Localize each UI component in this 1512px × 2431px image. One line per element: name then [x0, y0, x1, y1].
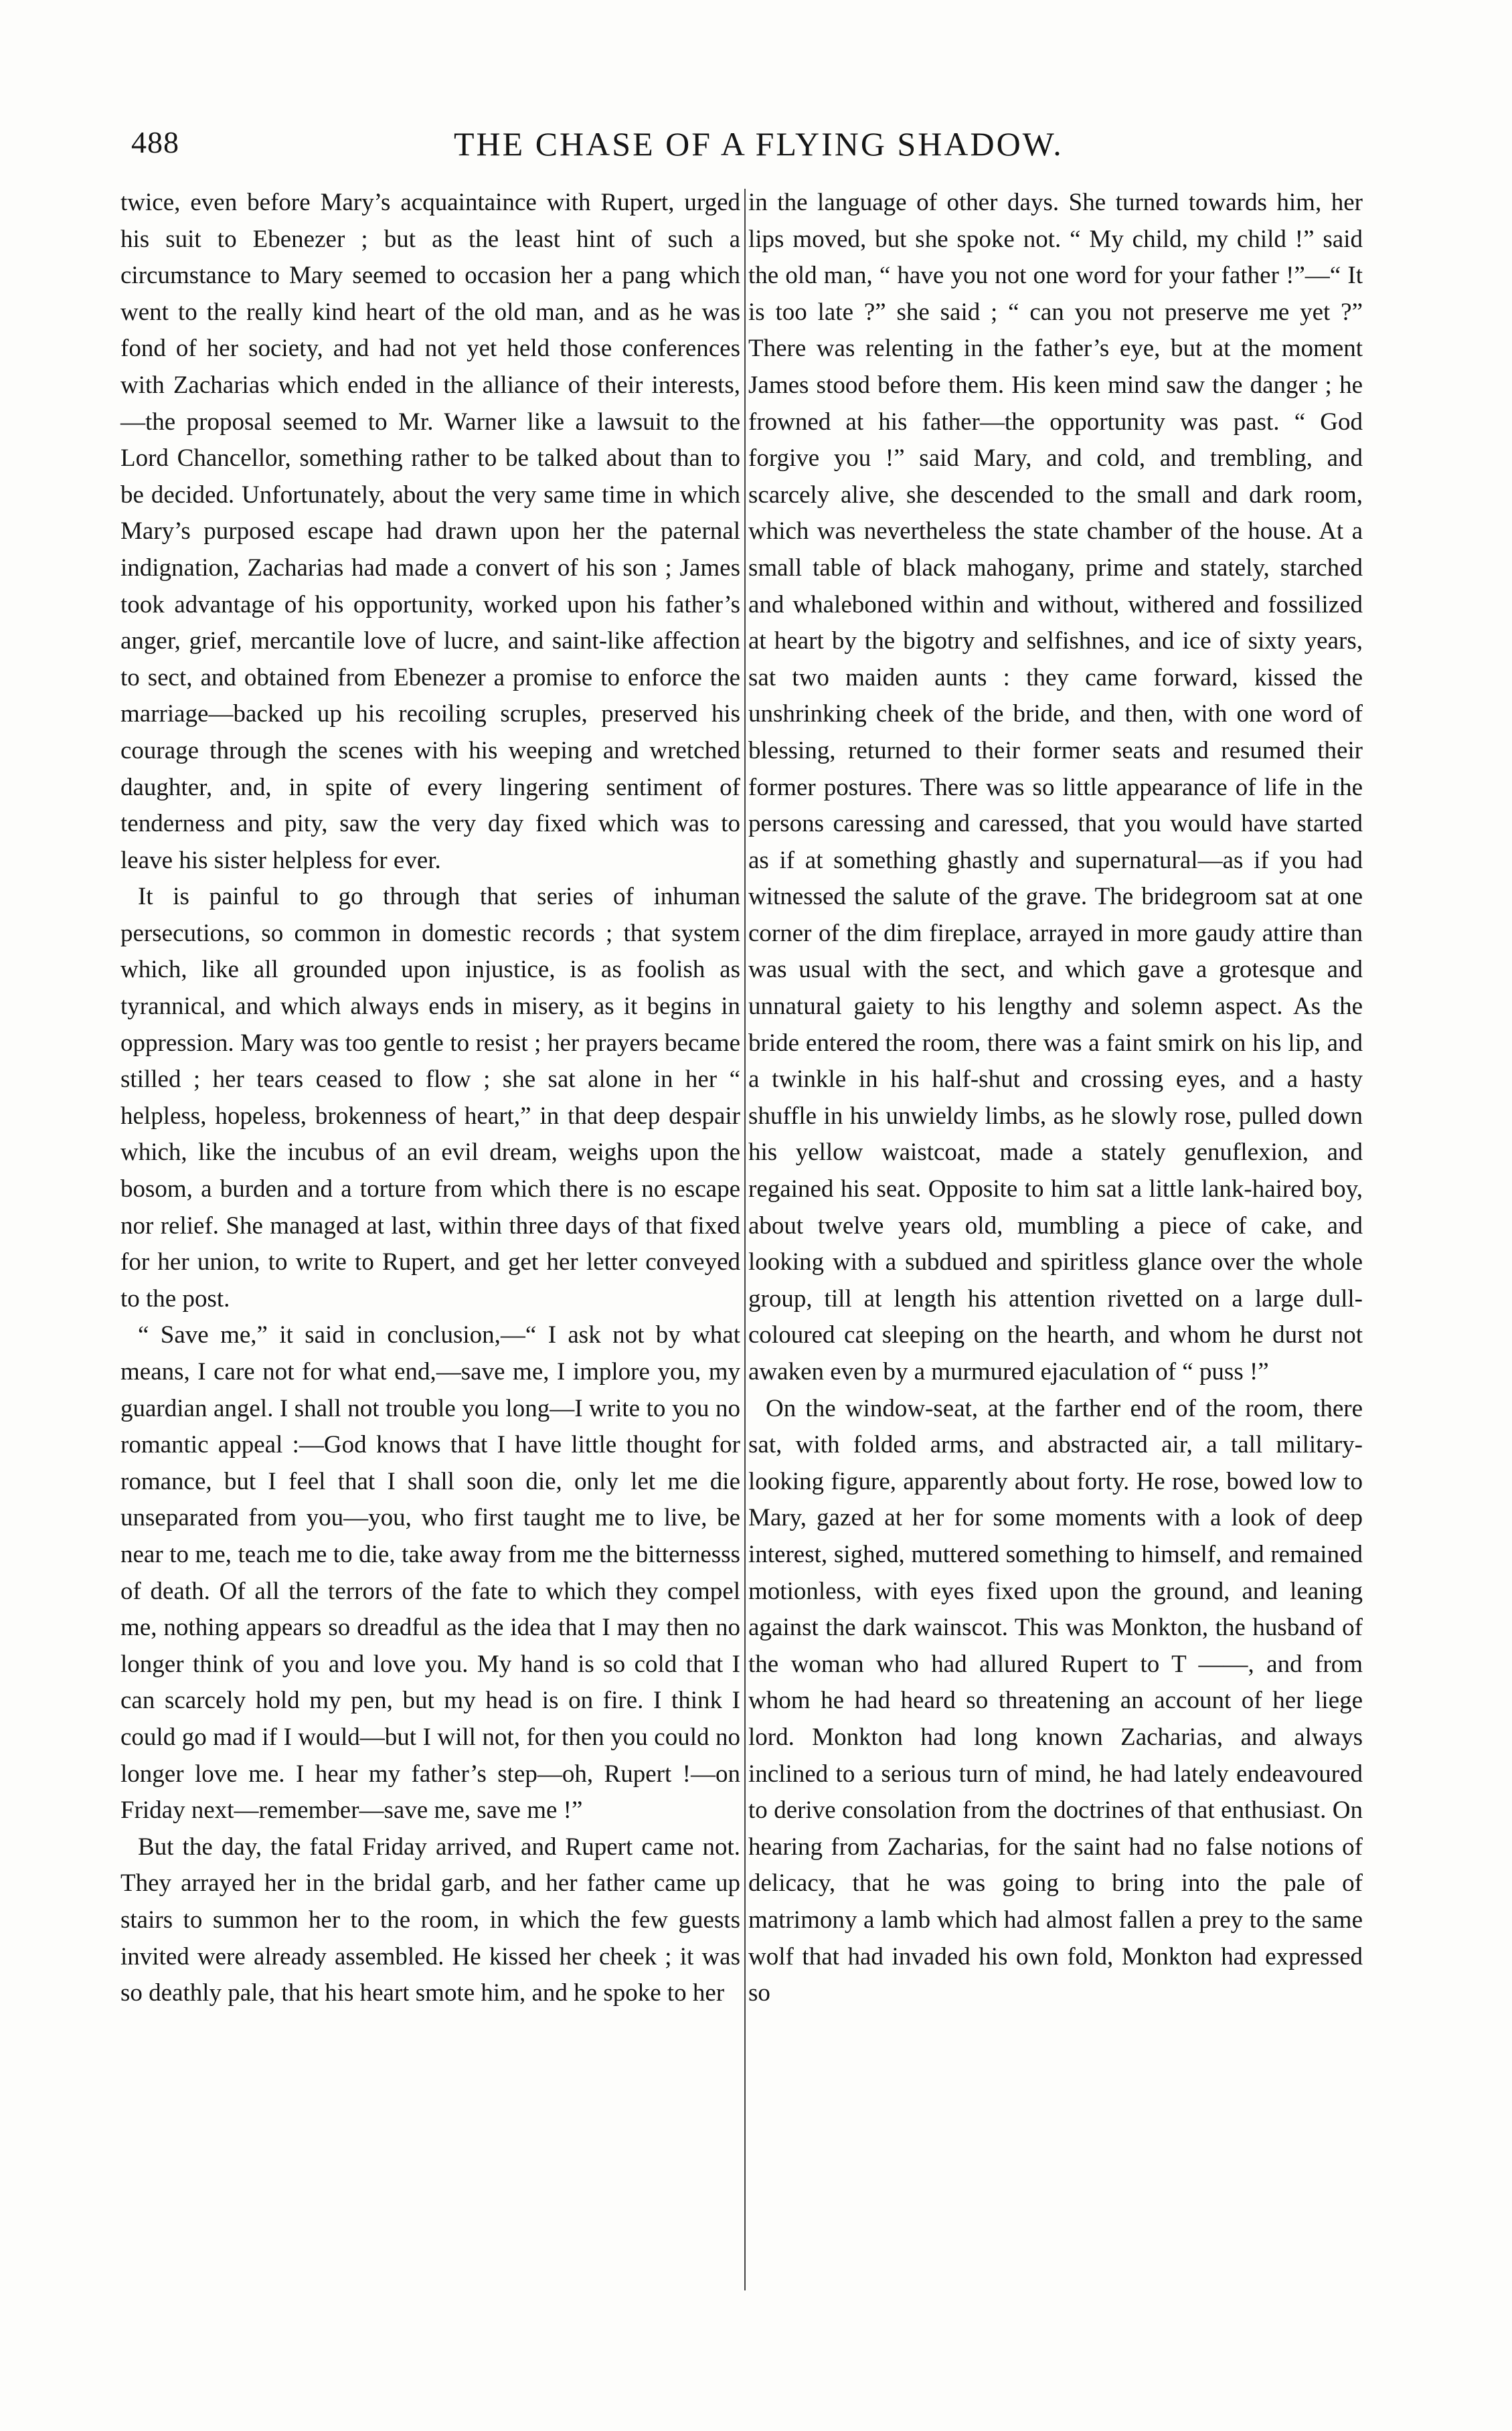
left-paragraph-3: “ Save me,” it said in conclusion,—“ I ask not by what means, I care not for what end,—save me, I implore you, my guardian angel. I shall not trouble you long—I write to you no romantic appeal :—God knows that I have little thought for romance, but I feel that I shall soon die, only let me die unseparated from you—you, who first taught me to live, be near to me, teach me to die, take away from me the bitternesss of death. Of all the terrors of the fate to which they compel me, nothing appears so dreadful as the idea that I may then no longer think of you and love you. My hand is so cold that I can scarcely hold my pen, but my head is on fire. I think I could go mad if I would—but I will not, for then you could no longer love me. I hear my father’s step—oh, Rupert !—on Friday next—remember—save me, save me !”	[120, 1321, 740, 1825]
running-title: THE CHASE OF A FLYING SHADOW.	[454, 125, 1064, 163]
right-paragraph-1: in the language of other days. She turned towards him, her lips moved, but she spoke not. “ My child, my child !” said the old man, “ have you not one word for your father !”—“ It is too late ?” she said ; “ can you not preserve me yet ?” There was relenting in the father’s eye, but at the moment James stood before them. His keen mind saw the danger ; he frowned at his father—the opportunity was past. “ God forgive you !” said Mary, and cold, and trembling, and scarcely alive, she descended to the small and dark room, which was nevertheless the state chamber of the house. At a small table of black mahogany, prime and stately, starched and whaleboned within and without, withered and fossilized at heart by the bigotry and selfishnes, and ice of sixty years, sat two maiden aunts : they came forward, kissed the unshrinking cheek of the bride, and then, with one word of blessing, returned to their former seats and resumed their former postures. There was so little appearance of life in the persons caressing and caressed, that you would have started as if at something ghastly and supernatural—as if you had witnessed the salute of the grave. The bridegroom sat at one corner of the dim fireplace, arrayed in more gaudy attire than was usual with the sect, and which gave a grotesque and unnatural gaiety to his lengthy and solemn aspect. As the bride entered the room, there was a faint smirk on his lip, and a twinkle in his half-shut and crossing eyes, and a hasty shuffle in his unwieldy limbs, as he slowly rose, pulled down his yellow waistcoat, made a stately genuflexion, and regained his seat. Opposite to him sat a little lank-haired boy, about twelve years old, mumbling a piece of cake, and looking with a subdued and spiritless glance over the whole group, till at length his attention rivetted on a large dull-coloured cat sleeping on the hearth, and whom he durst not awaken even by a murmured ejaculation of “ puss !”	[748, 189, 1363, 1386]
left-paragraph-4: But the day, the fatal Friday arrived, and Rupert came not. They arrayed her in the bridal garb, and her father came up stairs to summon her to the room, in which the few guests invited were already assembled. He kissed her cheek ; it was so deathly pale, that his heart smote him, and he spoke to her	[120, 1833, 740, 2007]
left-paragraph-1: twice, even before Mary’s acquaintaince with Rupert, urged his suit to Ebenezer ; but as the least hint of such a circumstance to Mary seemed to occasion her a pang which went to the really kind heart of the old man, and as he was fond of her society, and had not yet held those conferences with Zacharias which ended in the alliance of their interests,—the proposal seemed to Mr. Warner like a lawsuit to the Lord Chancellor, something rather to be talked about than to be decided. Unfortunately, about the very same time in which Mary’s purposed escape had drawn upon her the paternal indignation, Zacharias had made a convert of his son ; James took advantage of his opportunity, worked upon his father’s anger, grief, mercantile love of lucre, and saint-like affection to sect, and obtained from Ebenezer a promise to enforce the marriage—backed up his recoiling scruples, preserved his courage through the scenes with his weeping and wretched daughter, and, in spite of every lingering sentiment of tenderness and pity, saw the very day fixed which was to leave his sister helpless for ever.	[120, 189, 740, 874]
left-paragraph-2: It is painful to go through that series of inhuman persecutions, so common in domestic records ; that system which, like all grounded upon injustice, is as foolish as tyrannical, and which always ends in misery, as it begins in oppression. Mary was too gentle to resist ; her prayers became stilled ; her tears ceased to flow ; she sat alone in her “ helpless, hopeless, brokenness of heart,” in that deep despair which, like the incubus of an evil dream, weighs upon the bosom, a burden and a torture from which there is no escape nor relief. She managed at last, within three days of that fixed for her union, to write to Rupert, and get her letter conveyed to the post.	[120, 883, 740, 1313]
right-column	[748, 185, 1363, 2012]
page-number: 488	[131, 125, 179, 159]
left-column	[120, 185, 740, 2012]
right-paragraph-2: On the window-seat, at the farther end of the room, there sat, with folded arms, and abstracted air, a tall military-looking figure, apparently about forty. He rose, bowed low to Mary, gazed at her for some moments with a look of deep interest, sighed, muttered something to himself, and remained motionless, with eyes fixed upon the ground, and leaning against the dark wainscot. This was Monkton, the husband of the woman who had allured Rupert to T ——, and from whom he had heard so threatening an account of her liege lord. Monkton had long known Zacharias, and always inclined to a serious turn of mind, he had lately endeavoured to derive consolation from the doctrines of that enthusiast. On hearing from Zacharias, for the saint had no false notions of delicacy, that he was going to bring into the pale of matrimony a lamb which had almost fallen a prey to the same wolf that had invaded his own fold, Monkton had expressed so	[748, 1394, 1363, 2007]
column-divider	[744, 189, 746, 2290]
running-header	[0, 120, 1512, 167]
